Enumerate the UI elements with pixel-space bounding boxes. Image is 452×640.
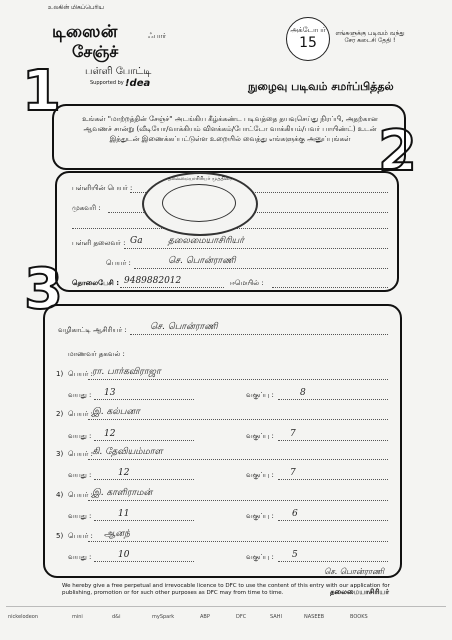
stamp-inner-ring — [162, 184, 236, 222]
brand-tagline: உலகின் மிகப்பெரிய — [48, 4, 104, 11]
student-3-age-field[interactable] — [94, 479, 194, 480]
student-3-age: 12 — [118, 468, 130, 478]
principal-prefix: Ga — [130, 236, 143, 246]
signature: செ. பொன்ராணி — [324, 567, 385, 576]
principal-field[interactable] — [124, 248, 388, 249]
sponsor-1: nickelodeon — [8, 614, 39, 620]
deadline-month: அக்டோபர் — [290, 26, 326, 34]
student-4-age-label: வயது : — [68, 512, 92, 520]
student-1-name-label: பெயர் : — [68, 370, 93, 378]
phone-label: தொலைபேசி : — [72, 279, 119, 287]
student-4-name-field[interactable] — [88, 500, 388, 501]
student-1-age-field[interactable] — [94, 399, 194, 400]
student-2-class: 7 — [290, 429, 296, 439]
deadline-badge — [286, 17, 330, 61]
phone-value: 9489882012 — [124, 276, 182, 286]
student-3-name-field[interactable] — [88, 459, 388, 460]
deadline-note: எங்களுக்கு படிவம் வந்து சேர கடைசி தேதி ! — [335, 30, 405, 44]
student-2-class-field[interactable] — [278, 440, 388, 441]
supported-by: Supported by — [90, 80, 124, 86]
school-stamp — [142, 172, 258, 236]
student-3-index: 3) — [56, 450, 64, 458]
form-title: நுழைவு படிவம் சமர்ப்பித்தல் — [248, 80, 394, 93]
student-2-index: 2) — [56, 410, 64, 418]
sponsor-4: mySpark — [152, 614, 175, 620]
guide-teacher-field[interactable] — [130, 334, 388, 335]
student-4-class-field[interactable] — [278, 520, 388, 521]
student-5-class-label: வகுப்பு : — [246, 553, 274, 561]
brand-title: டிஸைன் — [52, 22, 118, 42]
principal-name-field[interactable] — [134, 268, 388, 269]
student-1-name-field[interactable] — [88, 379, 388, 380]
student-1-age: 13 — [104, 388, 116, 398]
phone-field[interactable] — [120, 287, 224, 288]
student-4-age: 11 — [118, 509, 130, 519]
student-1-class-label: வகுப்பு : — [246, 391, 274, 399]
student-3-class-label: வகுப்பு : — [246, 471, 274, 479]
student-5-age-field[interactable] — [94, 561, 194, 562]
student-4-class-label: வகுப்பு : — [246, 512, 274, 520]
student-1-name: ரா. பார்கவிராஜா — [92, 367, 161, 377]
student-3-class-field[interactable] — [278, 479, 388, 480]
principal-value: தலைமையாசிரியர் — [168, 236, 244, 246]
student-2-age-label: வயது : — [68, 432, 92, 440]
student-3-class: 7 — [290, 468, 296, 478]
student-1-index: 1) — [56, 370, 64, 378]
sponsor-strip — [6, 606, 446, 635]
student-3-name: கி. தேவியம்மாள — [92, 447, 163, 457]
student-4-index: 4) — [56, 491, 64, 499]
sponsor-7: SAHI — [270, 614, 282, 620]
brand-for: ஃபார் — [148, 32, 167, 40]
address-label: முகவரி : — [72, 204, 101, 212]
student-5-age-label: வயது : — [68, 553, 92, 561]
step-three-number: 3 — [24, 257, 63, 322]
idea-logo: !dea — [125, 78, 151, 89]
sponsor-5: ABP — [200, 614, 210, 620]
student-4-name: இ. காளிராமன் — [92, 488, 153, 498]
license-note: We hereby give a free perpetual and irrevocable licence to DFC to use the content of this entry with our application for publishing, promotion or for such other purposes as DFC may from time to time. — [62, 583, 390, 596]
student-2-name-label: பெயர் : — [68, 410, 93, 418]
sponsor-6: DFC — [236, 614, 247, 620]
student-4-age-field[interactable] — [94, 520, 194, 521]
student-2-class-label: வகுப்பு : — [246, 432, 274, 440]
student-5-name-field[interactable] — [88, 541, 388, 542]
students-info-label: மாணவர் தகவல் : — [68, 350, 125, 358]
student-5-name: ஆனந் — [104, 529, 130, 539]
school-name-label: பள்ளியின் பெயர் : — [72, 184, 133, 192]
student-1-class-field[interactable] — [278, 399, 388, 400]
student-5-age: 10 — [118, 550, 130, 560]
student-2-name-field[interactable] — [88, 419, 388, 420]
student-3-age-label: வயது : — [68, 471, 92, 479]
email-label: ஈமெயில் : — [230, 279, 264, 287]
guide-teacher-value: செ. பொன்ராணி — [150, 322, 218, 332]
sponsor-2: mini — [72, 614, 83, 620]
email-field[interactable] — [272, 287, 388, 288]
step-two-number: 2 — [378, 119, 417, 184]
principal-label: பள்ளி தலைவர் : — [72, 239, 126, 247]
principal-name-label: பெயர் : — [106, 259, 131, 267]
student-5-index: 5) — [56, 532, 64, 540]
students-box — [43, 304, 402, 578]
student-2-age: 12 — [104, 429, 116, 439]
signature-title: தலைமையாசிரியர் — [330, 588, 390, 596]
principal-name-value: செ. பொன்ராணி — [168, 256, 236, 266]
student-1-age-label: வயது : — [68, 391, 92, 399]
step-one-number: 1 — [22, 59, 61, 124]
sponsor-3: d&i — [112, 614, 121, 620]
student-1-class: 8 — [300, 388, 306, 398]
student-2-age-field[interactable] — [94, 440, 194, 441]
sponsor-9: BOOKS — [350, 614, 368, 620]
deadline-day: 15 — [299, 35, 317, 51]
guide-teacher-label: வழிகாட்டி ஆசிரியர் : — [58, 326, 127, 334]
sponsor-8: NASEEB — [304, 614, 325, 620]
student-3-name-label: பெயர் : — [68, 450, 93, 458]
student-5-name-label: பெயர் : — [68, 532, 93, 540]
student-4-name-label: பெயர் : — [68, 491, 93, 499]
student-5-class-field[interactable] — [278, 561, 388, 562]
student-4-class: 6 — [292, 509, 298, 519]
contest-name: பள்ளி போட்டி — [85, 66, 152, 77]
instructions-text: உங்கள் "மாற்றத்தின் சேஞ்ச்" அடங்கிய கீழ்க்கண்ட படிவத்தை தயவுசெய்து நிரப்பி, அதற்கான ஆவணச் சான்று (வீடியோ/வாக்கியம் விளக்கம்/போட்டோ வாக்கியம்/பவர் பாயிண்ட்) உடன் இத்துடன் இணைக்கப்பட்டுள்ள உறையில் வைத்து எங்களுக்கு அனுப்புங்கள் — [82, 115, 378, 143]
stamp-text: தலைமையாசிரியர் முத்திரை — [167, 176, 233, 182]
brand-change: சேஞ்ச் — [72, 42, 119, 61]
student-5-class: 5 — [292, 550, 298, 560]
student-2-name: இ. கல்பனா — [92, 407, 140, 417]
